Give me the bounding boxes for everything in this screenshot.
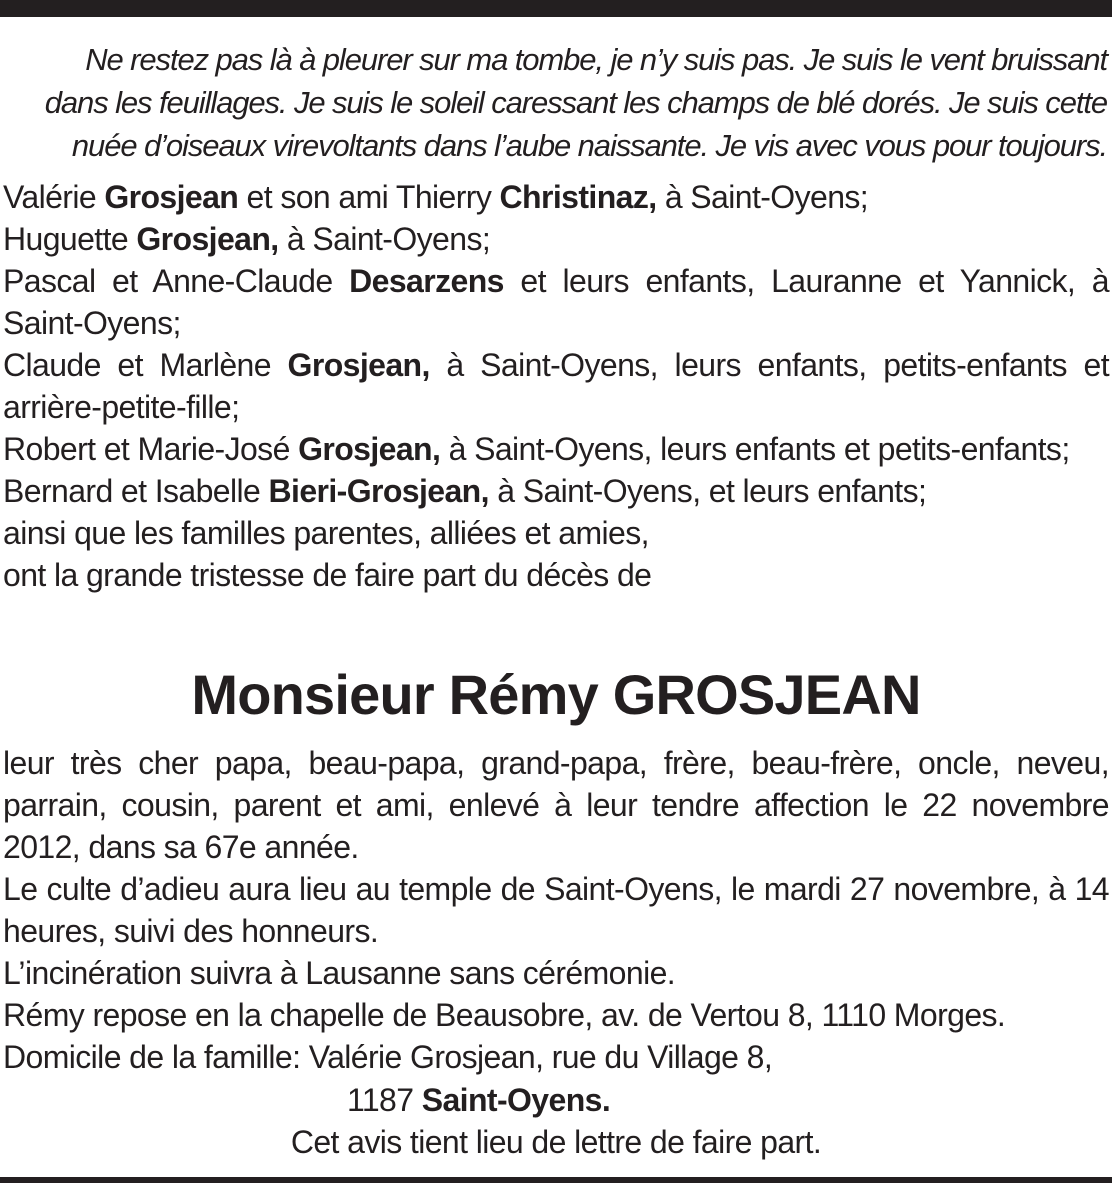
family-surname: Grosjean,: [298, 431, 441, 467]
family-surname: Grosjean,: [136, 221, 279, 257]
family-entry: Robert et Marie-José Grosjean, à Saint-Oyens, leurs enfants et petits-enfants;: [3, 431, 1070, 467]
poem-line: Ne restez pas là à pleurer sur ma tombe, je n’y suis pas. Je suis le vent bruissant: [85, 42, 1107, 77]
family-surname: Christinaz,: [499, 179, 657, 215]
family-address: Domicile de la famille: Valérie Grosjean, rue du Village 8,: [3, 1039, 773, 1075]
family-entry: Valérie Grosjean et son ami Thierry Christinaz, à Saint-Oyens;: [3, 179, 869, 215]
family-list: [3, 176, 1109, 596]
address-locality: 1187 Saint-Oyens.: [347, 1082, 611, 1118]
poem-line: dans les feuillages. Je suis le soleil caressant les champs de blé dorés. Je suis cette: [44, 85, 1107, 120]
service-text: Le culte d’adieu aura lieu au temple de Saint-Oyens, le mardi 27 novembre, à 14 heures, suivi des honneurs.: [3, 871, 1109, 949]
poem-quote: [0, 38, 1107, 167]
closing-note: Cet avis tient lieu de lettre de faire part.: [290, 1124, 822, 1160]
deceased-name: Monsieur Rémy GROSJEAN: [191, 663, 921, 726]
family-entry: Bernard et Isabelle Bieri-Grosjean, à Saint-Oyens, et leurs enfants;: [3, 473, 927, 509]
announcement-details: [3, 742, 1109, 1078]
cremation-text: L’incinération suivra à Lausanne sans cérémonie.: [3, 955, 676, 991]
top-rule: [0, 0, 1112, 17]
bottom-rule: [0, 1177, 1112, 1183]
family-entry: Huguette Grosjean, à Saint-Oyens;: [3, 221, 491, 257]
family-surname: Grosjean,: [287, 347, 430, 383]
family-surname: Desarzens: [349, 263, 504, 299]
family-surname: Grosjean: [104, 179, 239, 215]
relationship-text: leur très cher papa, beau-papa, grand-papa, frère, beau-frère, oncle, neveu, parrain, cousin, parent et ami, enlevé à leur tendre affection le 22 novembre 2012, dans sa 67e année.: [3, 745, 1109, 865]
family-surname: Bieri-Grosjean,: [268, 473, 489, 509]
poem-line: nuée d’oiseaux virevoltants dans l’aube naissante. Je vis avec vous pour toujours.: [71, 128, 1107, 163]
announcement-intro: ont la grande tristesse de faire part du décès de: [3, 557, 652, 593]
repose-text: Rémy repose en la chapelle de Beausobre, av. de Vertou 8, 1110 Morges.: [3, 997, 1006, 1033]
family-entry: Claude et Marlène Grosjean, à Saint-Oyens, leurs enfants, petits-enfants et arrière-petite-fille;: [3, 347, 1110, 425]
family-entry: ainsi que les familles parentes, alliées et amies,: [3, 515, 649, 551]
family-entry: Pascal et Anne-Claude Desarzens et leurs enfants, Lauranne et Yannick, à Saint-Oyens;: [3, 263, 1109, 341]
